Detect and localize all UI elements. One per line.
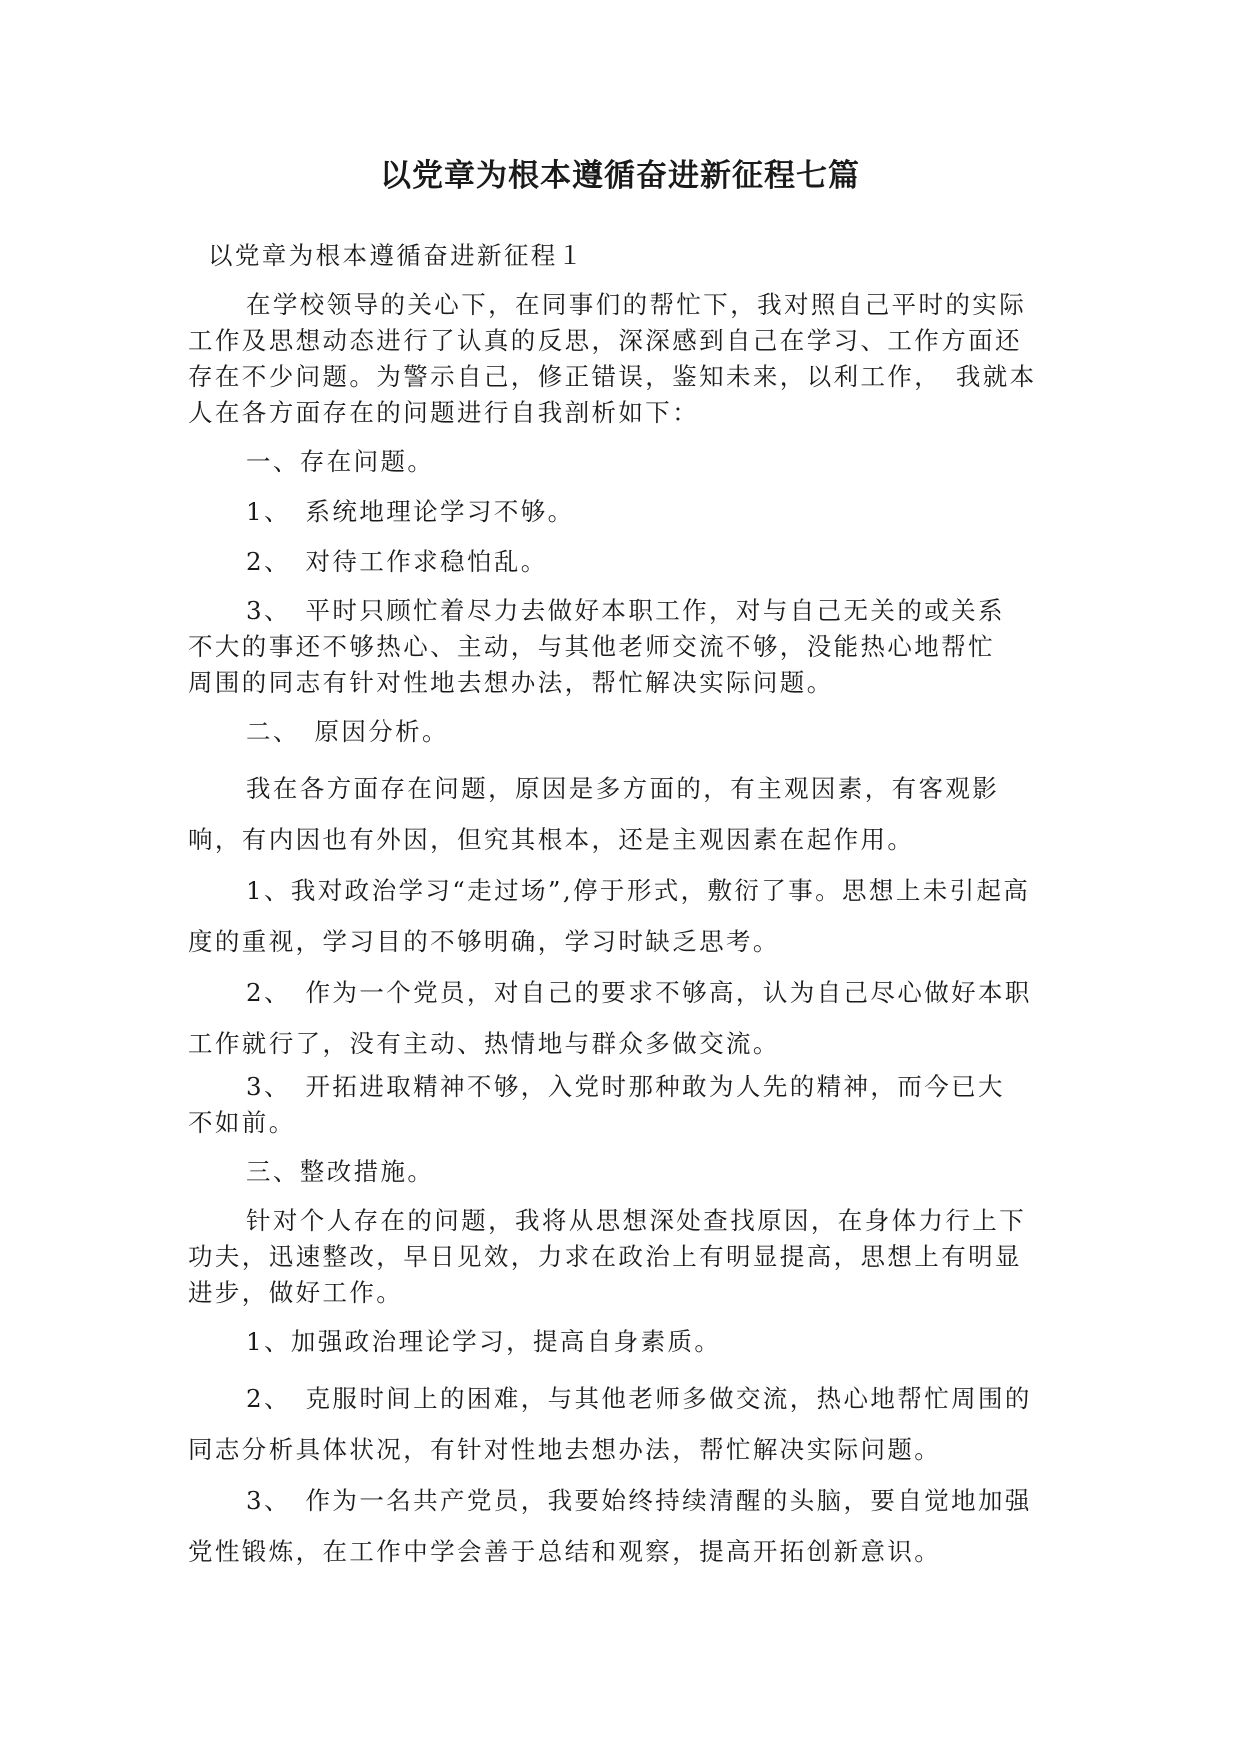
- document-body: [188, 237, 1048, 1577]
- paragraph-problem-3: 3、 平时只顾忙着尽力去做好本职工作，对与自己无关的或关系 不大的事还不够热心、主动，与其他老师交流不够，没能热心地帮忙 周围的同志有针对性地去想办法，帮忙解决实际问题。: [188, 596, 1032, 697]
- paragraph-causes-intro: 我在各方面存在问题，原因是多方面的，有主观因素，有客观影响，有内因也有外因，但究其根本，还是主观因素在起作用。: [188, 774, 1000, 854]
- paragraph-measure-1: 1、加强政治理论学习，提高自身素质。: [246, 1327, 722, 1356]
- paragraph-problem-2: 2、 对待工作求稳怕乱。: [246, 547, 548, 576]
- paragraph-cause-1: 1、我对政治学习“走过场”,停于形式，敷衍了事。思想上未引起高度的重视，学习目的不够明确，学习时缺乏思考。: [188, 876, 1031, 956]
- paragraph-heading-problems: 一、存在问题。: [246, 447, 435, 476]
- paragraph-measure-2: 2、 克服时间上的困难，与其他老师多做交流，热心地帮忙周围的同志分析具体状况，有针对性地去想办法，帮忙解决实际问题。: [188, 1384, 1032, 1464]
- paragraph-problem-1: 1、 系统地理论学习不够。: [246, 497, 575, 526]
- paragraph-measures-intro: 针对个人存在的问题，我将从思想深处查找原因，在身体力行上下功夫，迅速整改，早日见效，力求在政治上有明显提高，思想上有明显进步，做好工作。: [188, 1206, 1027, 1307]
- paragraph-measure-3: 3、 作为一名共产党员，我要始终持续清醒的头脑，要自觉地加强党性锻炼，在工作中学会善于总结和观察，提高开拓创新意识。: [188, 1486, 1032, 1566]
- paragraph-heading-causes: 二、 原因分析。: [246, 717, 449, 746]
- section-heading: 以党章为根本遵循奋进新征程１: [208, 241, 585, 270]
- paragraph-intro: 在学校领导的关心下，在同事们的帮忙下，我对照自己平时的实际工作及思想动态进行了认真的反思，深深感到自己在学习、工作方面还存在不少问题。为警示自己，修正错误，鉴知未来，以利工作， 我就本人在各方面存在的问题进行自我剖析如下：: [188, 290, 1037, 427]
- paragraph-cause-2: 2、 作为一个党员，对自己的要求不够高，认为自己尽心做好本职工作就行了，没有主动、热情地与群众多做交流。: [188, 978, 1032, 1058]
- paragraph-heading-measures: 三、整改措施。: [246, 1157, 435, 1186]
- paragraph-cause-3: 3、 开拓进取精神不够，入党时那种敢为人先的精神，而今已大 不如前。: [188, 1072, 1032, 1137]
- document-title: 以党章为根本遵循奋进新征程七篇: [380, 158, 860, 194]
